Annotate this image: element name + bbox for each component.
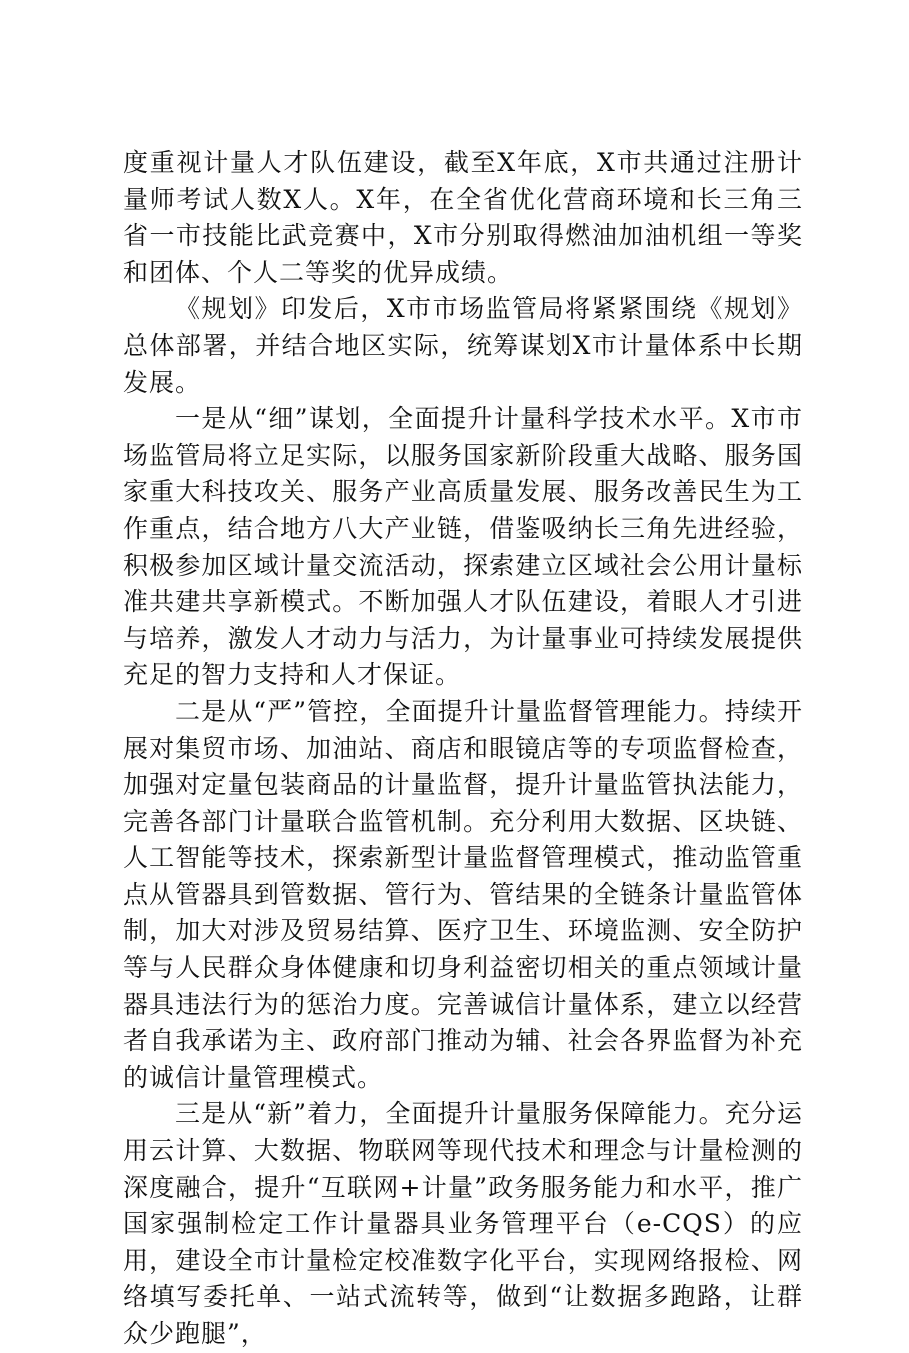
paragraph-continuation: 度重视计量人才队伍建设，截至X年底，X市共通过注册计量师考试人数X人。X年，在全省优化营商环境和长三角三省一市技能比武竞赛中，X市分别取得燃油加油机组一等奖和团体、个人二等奖的优异成绩。 (123, 148, 803, 287)
document-body (123, 145, 803, 1353)
paragraph-point-one: 一是从“细”谋划，全面提升计量科学技术水平。X市市场监管局将立足实际，以服务国家新阶段重大战略、服务国家重大科技攻关、服务产业高质量发展、服务改善民生为工作重点，结合地方八大产业链，借鉴吸纳长三角先进经验，积极参加区域计量交流活动，探索建立区域社会公用计量标准共建共享新模式。不断加强人才队伍建设，着眼人才引进与培养，激发人才动力与活力，为计量事业可持续发展提供充足的智力支持和人才保证。 (123, 404, 803, 690)
paragraph-point-two: 二是从“严”管控，全面提升计量监督管理能力。持续开展对集贸市场、加油站、商店和眼镜店等的专项监督检查，加强对定量包装商品的计量监督，提升计量监管执法能力，完善各部门计量联合监管机制。充分利用大数据、区块链、人工智能等技术，探索新型计量监督管理模式，推动监管重点从管器具到管数据、管行为、管结果的全链条计量监管体制，加大对涉及贸易结算、医疗卫生、环境监测、安全防护等与人民群众身体健康和切身利益密切相关的重点领域计量器具违法行为的惩治力度。完善诚信计量体系，建立以经营者自我承诺为主、政府部门推动为辅、社会各界监督为补充的诚信计量管理模式。 (123, 696, 803, 1092)
paragraph-plan-issued: 《规划》印发后，X市市场监管局将紧紧围绕《规划》总体部署，并结合地区实际，统筹谋划X市计量体系中长期发展。 (123, 294, 803, 397)
paragraph-point-three: 三是从“新”着力，全面提升计量服务保障能力。充分运用云计算、大数据、物联网等现代技术和理念与计量检测的深度融合，提升“互联网+计量”政务服务能力和水平，推广国家强制检定工作计量器具业务管理平台（e-CQS）的应用，建设全市计量检定校准数字化平台，实现网络报检、网络填写委托单、一站式流转等，做到“让数据多跑路，让群众少跑腿”， (123, 1099, 803, 1348)
